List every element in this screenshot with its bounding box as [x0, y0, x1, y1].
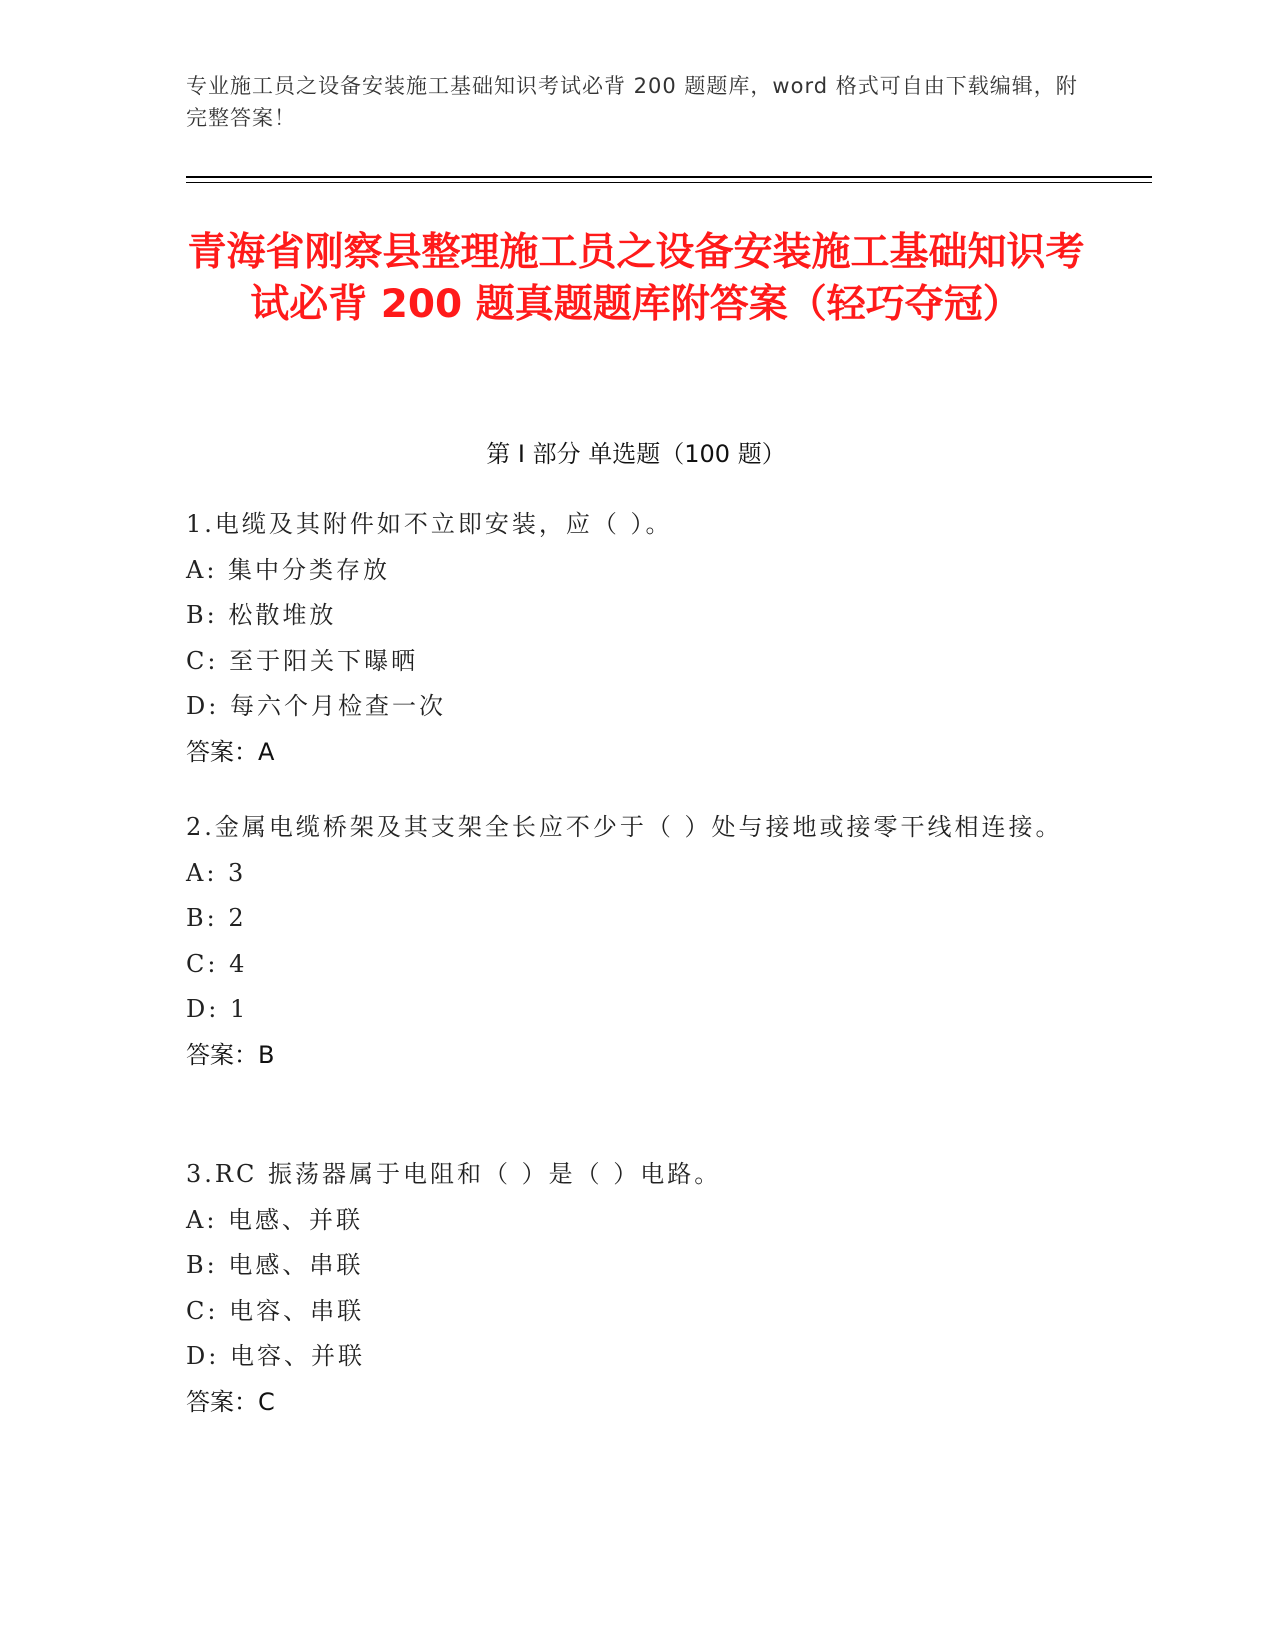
header-note: 专业施工员之设备安装施工基础知识考试必背 200 题题库，word 格式可自由下载编辑，附完整答案！: [186, 74, 1078, 130]
question-stem: 3.RC 振荡器属于电阻和（ ）是（ ）电路。: [186, 1160, 722, 1188]
question-1: [186, 502, 1086, 775]
option-a: A: 集中分类存放: [186, 555, 391, 584]
option-c: C: 至于阳关下曝晒: [186, 646, 419, 675]
question-3: [186, 1152, 1086, 1425]
header-divider-thin: [186, 182, 1152, 183]
option-b: B: 2: [186, 904, 247, 932]
option-c: C: 4: [186, 949, 248, 978]
answer: 答案：A: [186, 737, 275, 766]
option-b: B: 电感、串联: [186, 1251, 364, 1279]
question-2: [186, 805, 1086, 1078]
header-divider-thick: [186, 176, 1152, 178]
answer: 答案：B: [186, 1040, 275, 1069]
question-stem: 2.金属电缆桥架及其支架全长应不少于（ ）处与接地或接零干线相连接。: [186, 813, 1063, 841]
section-heading: 第 I 部分 单选题（100 题）: [486, 440, 786, 468]
option-a: A: 电感、并联: [186, 1205, 364, 1234]
option-d: D: 1: [186, 995, 249, 1023]
option-c: C: 电容、串联: [186, 1296, 365, 1325]
document-title: 青海省刚察县整理施工员之设备安装施工基础知识考试必背 200 题真题题库附答案（轻巧夺冠）: [187, 230, 1085, 327]
option-d: D: 每六个月检查一次: [186, 692, 446, 720]
option-d: D: 电容、并联: [186, 1342, 365, 1370]
option-a: A: 3: [186, 858, 247, 887]
option-b: B: 松散堆放: [186, 601, 337, 629]
question-stem: 1.电缆及其附件如不立即安装，应（ ）。: [186, 510, 673, 538]
answer: 答案：C: [186, 1387, 275, 1416]
